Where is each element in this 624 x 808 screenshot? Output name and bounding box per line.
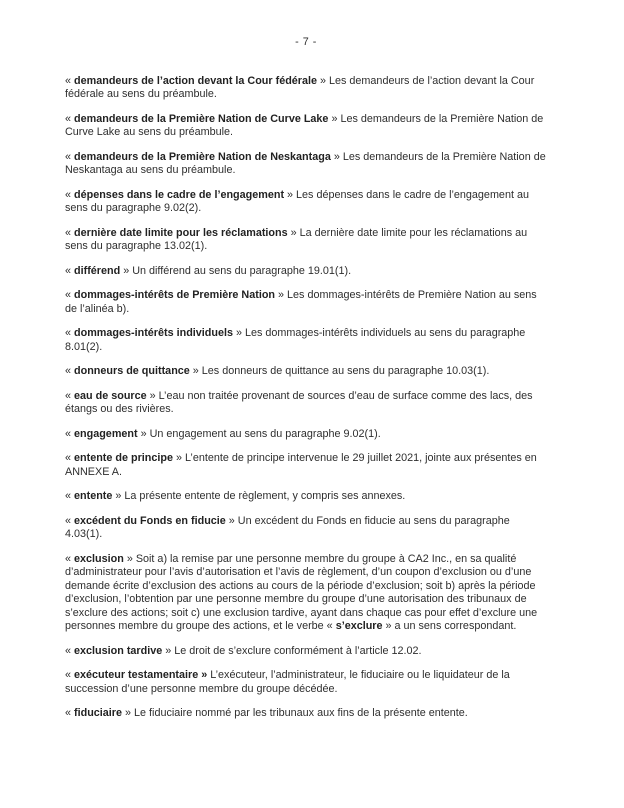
definition-text: L’exécuteur, l’administrateur, le fiduciaire ou le liquidateur de la succession d’une personne membre du groupe décédée. [65, 669, 510, 695]
definition-text: » a un sens correspondant. [382, 620, 517, 632]
definition-paragraph [65, 75, 547, 102]
definition-paragraph [65, 151, 547, 178]
definition-text: » Le fiduciaire nommé par les tribunaux aux fins de la présente entente. [122, 707, 468, 719]
definition-term: donneurs de quittance [74, 365, 190, 377]
definition-term: dernière date limite pour les réclamations [74, 226, 288, 239]
definition-paragraph [65, 289, 547, 316]
definition-text: » Les dommages-intérêts de Première Nation au sens de l’alinéa b). [65, 289, 537, 315]
definition-paragraph [65, 365, 547, 379]
definition-text: » Le droit de s’exclure conformément à l’article 12.02. [162, 644, 422, 657]
definition-paragraph [65, 553, 547, 634]
definition-text: « [65, 552, 75, 565]
definition-text: « [65, 669, 75, 681]
definition-term: entente [74, 490, 113, 502]
definition-term: exclusion [74, 552, 124, 565]
definition-text: » La dernière date limite pour les réclamations au sens du paragraphe 13.02(1). [65, 226, 528, 252]
definition-text: « [65, 514, 75, 527]
definition-text: » La présente entente de règlement, y compris ses annexes. [112, 490, 406, 502]
definition-text: » Les demandeurs de l’action devant la Cour fédérale au sens du préambule. [65, 74, 535, 100]
definition-text: » Les dépenses dans le cadre de l’engagement au sens du paragraphe 9.02(2). [65, 188, 529, 214]
definition-paragraph [65, 669, 547, 696]
definition-paragraph [65, 515, 547, 542]
definition-text: » L’entente de principe intervenue le 29 juillet 2021, jointe aux présentes en ANNEXE A. [65, 452, 537, 478]
definition-paragraph [65, 390, 547, 417]
definition-term: excédent du Fonds en fiducie [74, 514, 226, 527]
definition-text: » Les dommages-intérêts individuels au sens du paragraphe 8.01(2). [65, 327, 526, 353]
definition-paragraph [65, 265, 547, 279]
definition-text: « [65, 188, 75, 201]
definition-term: demandeurs de la Première Nation de Curve Lake [74, 112, 329, 125]
definition-paragraph [65, 428, 547, 442]
definition-text: » Les demandeurs de la Première Nation de Curve Lake au sens du préambule. [65, 112, 544, 138]
definition-text: « [65, 226, 75, 239]
definition-term: engagement [74, 427, 138, 440]
definition-term: fiduciaire [74, 707, 123, 719]
definition-term: dommages-intérêts individuels [74, 327, 234, 339]
definition-term: demandeurs de la Première Nation de Neskantaga [74, 150, 331, 163]
definition-text: « [65, 74, 75, 87]
definition-text: « [65, 264, 75, 277]
definition-term: dommages-intérêts de Première Nation [74, 289, 276, 301]
definition-text: » Les demandeurs de la Première Nation de Neskantaga au sens du préambule. [65, 150, 546, 176]
definitions-list [65, 75, 547, 721]
definition-term: différend [74, 264, 121, 277]
definition-text: « [65, 112, 75, 125]
definition-text: » Un différend au sens du paragraphe 19.01(1). [120, 264, 352, 277]
definition-term: dépenses dans le cadre de l’engagement [74, 188, 285, 201]
definition-text: » Un excédent du Fonds en fiducie au sens du paragraphe 4.03(1). [65, 514, 510, 540]
definition-term: eau de source [74, 389, 147, 402]
definition-text: « [65, 327, 75, 339]
definition-text: « [65, 365, 75, 377]
definition-text: » Un engagement au sens du paragraphe 9.02(1). [137, 427, 381, 440]
definition-paragraph [65, 707, 547, 721]
definition-paragraph [65, 645, 547, 659]
definition-text: » Les donneurs de quittance au sens du paragraphe 10.03(1). [189, 365, 490, 377]
definition-paragraph [65, 327, 547, 354]
definition-text: « [65, 490, 75, 502]
definition-text: » Soit a) la remise par une personne membre du groupe à CA2 Inc., en sa qualité d’administrateur pour l’avis d’autorisation et l’avis de règlement, d’un coupon d’exclusion ou d’une demande écrite d’exclusion des actions au cours de la période d’exclusion; soit b) après la période d’exclusion, l’obtention par une personne membre du groupe d’une autorisation des tribunaux de s’exclure des actions; soit c) une exclusion tardive, ayant dans chaque cas pour effet d’exclure une personnes membre du groupe des actions, et le verbe « [65, 552, 538, 632]
definition-text: « [65, 707, 75, 719]
definition-text: « [65, 150, 75, 163]
definition-term: entente de principe [74, 452, 174, 464]
page-number: - 7 - [295, 36, 317, 48]
definition-text: « [65, 289, 75, 301]
definition-paragraph [65, 227, 547, 254]
definition-text: « [65, 389, 75, 402]
definition-text: « [65, 427, 75, 440]
definition-text: » L’eau non traitée provenant de sources d’eau de surface comme des lacs, des étangs ou des rivières. [65, 389, 533, 415]
definition-text: « [65, 452, 75, 464]
definition-text: « [65, 644, 75, 657]
definition-term: exécuteur testamentaire » [74, 669, 208, 681]
definition-paragraph [65, 490, 547, 504]
definition-paragraph [65, 452, 547, 479]
definition-term: exclusion tardive [74, 644, 163, 657]
definition-term: s’exclure [335, 620, 383, 632]
definition-term: demandeurs de l’action devant la Cour fédérale [74, 74, 318, 87]
definition-paragraph [65, 189, 547, 216]
definition-paragraph [65, 113, 547, 140]
